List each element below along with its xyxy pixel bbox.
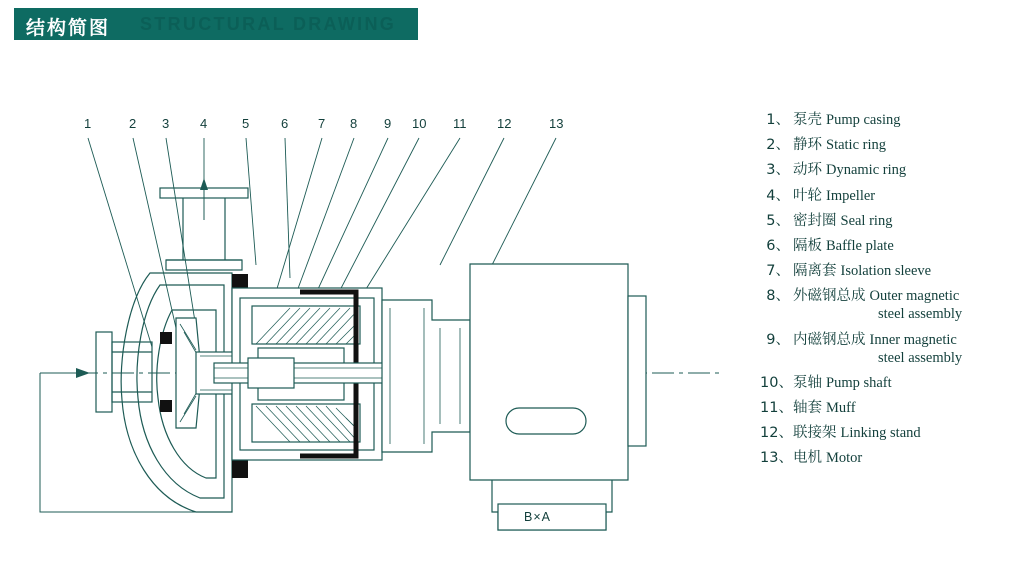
- legend-number: 2、: [766, 137, 790, 154]
- legend-number: 10、: [760, 374, 793, 391]
- legend-item-6: [760, 238, 1022, 255]
- legend-label-en: Isolation sleeve: [840, 263, 932, 280]
- legend-label-en: Impeller: [826, 187, 876, 204]
- parts-legend: [760, 112, 1022, 475]
- legend-number: 13、: [760, 450, 793, 467]
- legend-item-4: [760, 188, 1022, 205]
- legend-label-cn: 叶轮: [793, 187, 822, 204]
- legend-label-cn: 隔板: [793, 237, 822, 254]
- legend-number: 6、: [766, 237, 790, 254]
- legend-label-cn: 轴套: [793, 399, 822, 416]
- legend-label-en: Motor: [826, 450, 863, 467]
- callout-number-6: 6: [281, 116, 289, 131]
- legend-number: 11、: [760, 399, 793, 416]
- legend-label-en: Muff: [826, 399, 856, 416]
- legend-label-en: Pump shaft: [826, 374, 892, 391]
- legend-number: 7、: [766, 263, 790, 280]
- structural-drawing: [0, 60, 760, 560]
- legend-label-cn: 联接架: [793, 425, 837, 442]
- legend-number: 3、: [766, 162, 790, 179]
- legend-label-cn: 静环: [793, 137, 822, 154]
- legend-label-cn: 电机: [793, 450, 822, 467]
- legend-label-cn: 动环: [793, 162, 822, 179]
- legend-label-en: Inner magnetic: [869, 331, 957, 348]
- callout-number-3: 3: [162, 116, 170, 131]
- legend-label-en-cont: steel assembly: [878, 349, 963, 366]
- legend-number: 1、: [766, 112, 790, 128]
- legend-item-5: [760, 213, 1022, 230]
- legend-number: 4、: [766, 187, 790, 204]
- callout-number-5: 5: [242, 116, 250, 131]
- callout-number-4: 4: [200, 116, 208, 131]
- legend-item-9: [760, 332, 1022, 367]
- pump-cross-section-svg: [0, 60, 760, 560]
- callout-number-11: 11: [453, 116, 467, 131]
- legend-label-en: Static ring: [826, 137, 887, 154]
- legend-item-13: [760, 450, 1022, 467]
- callout-number-13: 13: [549, 116, 564, 131]
- callout-number-2: 2: [129, 116, 137, 131]
- legend-number: 5、: [766, 212, 790, 229]
- legend-label-en: Linking stand: [840, 425, 921, 442]
- legend-label-cn: 外磁钢总成: [793, 288, 866, 305]
- callout-number-1: 1: [84, 116, 92, 131]
- base-dimension-label: B×A: [524, 510, 551, 524]
- legend-label-cn: 隔离套: [793, 263, 837, 280]
- legend-item-12: [760, 425, 1022, 442]
- legend-label-en: Baffle plate: [826, 237, 894, 254]
- legend-number: 9、: [766, 331, 790, 348]
- legend-item-10: [760, 375, 1022, 392]
- legend-label-cn: 密封圈: [793, 212, 837, 229]
- legend-item-2: [760, 137, 1022, 154]
- legend-item-8: [760, 288, 1022, 323]
- legend-item-7: [760, 263, 1022, 280]
- legend-label-en: Dynamic ring: [826, 162, 907, 179]
- legend-item-1: [760, 112, 1022, 129]
- legend-item-11: [760, 400, 1022, 417]
- callout-number-10: 10: [412, 116, 427, 131]
- callout-number-7: 7: [318, 116, 326, 131]
- legend-item-3: [760, 162, 1022, 179]
- callout-number-12: 12: [497, 116, 512, 131]
- callout-number-9: 9: [384, 116, 392, 131]
- legend-number: 8、: [766, 288, 790, 305]
- legend-label-cn: 泵轴: [793, 374, 822, 391]
- legend-number: 12、: [760, 425, 793, 442]
- header: [0, 8, 1032, 42]
- legend-label-cn: 泵壳: [793, 112, 822, 128]
- legend-label-cn: 内磁钢总成: [793, 331, 866, 348]
- header-title-cn: 结构简图: [26, 17, 111, 39]
- header-title-en: STRUCTURAL DRAWING: [140, 14, 397, 34]
- legend-label-en-cont: steel assembly: [878, 306, 963, 323]
- callout-number-8: 8: [350, 116, 358, 131]
- legend-label-en: Outer magnetic: [869, 288, 960, 305]
- legend-label-en: Pump casing: [826, 112, 901, 128]
- legend-label-en: Seal ring: [840, 212, 893, 229]
